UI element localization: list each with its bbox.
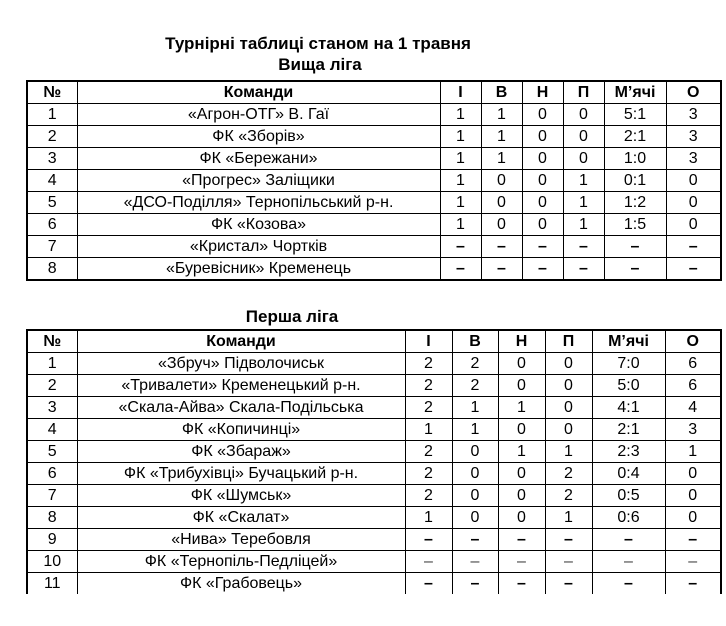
wins-cell: – [452,573,498,595]
points-cell: 0 [666,192,721,214]
wins-cell: 1 [481,104,522,126]
position-cell: 8 [27,258,77,281]
draws-cell: 1 [498,441,545,463]
wins-cell: 2 [452,375,498,397]
goals-cell: 0:1 [604,170,666,192]
column-header: В [481,81,522,104]
games-cell: – [405,573,452,595]
games-cell: 2 [405,397,452,419]
position-cell: 3 [27,148,77,170]
goals-cell: 1:5 [604,214,666,236]
wins-cell: 0 [481,192,522,214]
goals-cell: 0:4 [592,463,665,485]
table-row [27,353,721,375]
games-cell: 1 [440,192,481,214]
games-cell: 1 [440,214,481,236]
goals-cell: 2:1 [592,419,665,441]
table-row [27,214,721,236]
draws-cell: 1 [498,397,545,419]
team-cell: ФК «Бережани» [77,148,440,170]
points-cell: – [665,529,721,551]
wins-cell: 0 [452,441,498,463]
column-header: № [27,330,77,353]
position-cell: 9 [27,529,77,551]
league-section-persha [0,306,726,594]
column-header: П [563,81,604,104]
points-cell: 4 [665,397,721,419]
draws-cell: 0 [498,353,545,375]
table-row [27,441,721,463]
column-header: № [27,81,77,104]
column-header: І [440,81,481,104]
wins-cell: 0 [452,485,498,507]
games-cell: – [440,236,481,258]
losses-cell: 0 [545,419,592,441]
draws-cell: 0 [498,375,545,397]
table-row [27,463,721,485]
draws-cell: – [498,529,545,551]
goals-cell: – [592,573,665,595]
points-cell: 6 [665,353,721,375]
losses-cell: – [545,573,592,595]
position-cell: 1 [27,353,77,375]
column-header: Команди [77,81,440,104]
position-cell: 8 [27,507,77,529]
draws-cell: 0 [498,463,545,485]
draws-cell: 0 [522,126,563,148]
losses-cell: 1 [563,192,604,214]
wins-cell: 1 [481,148,522,170]
column-header: Н [498,330,545,353]
goals-cell: 0:6 [592,507,665,529]
draws-cell: 0 [522,104,563,126]
points-cell: – [665,551,721,573]
team-cell: ФК «Тернопіль-Педліцей» [77,551,405,573]
points-cell: 0 [666,170,721,192]
losses-cell: 2 [545,485,592,507]
draws-cell: – [522,258,563,281]
draws-cell: – [498,573,545,595]
goals-cell: – [604,258,666,281]
wins-cell: 0 [452,463,498,485]
games-cell: 1 [440,104,481,126]
games-cell: 2 [405,441,452,463]
goals-cell: 5:1 [604,104,666,126]
team-cell: «Прогрес» Заліщики [77,170,440,192]
losses-cell: 0 [563,126,604,148]
team-cell: ФК «Копичинці» [77,419,405,441]
table-row [27,104,721,126]
column-header: О [665,330,721,353]
position-cell: 3 [27,397,77,419]
goals-cell: 1:0 [604,148,666,170]
goals-cell: 2:1 [604,126,666,148]
table-row [27,236,721,258]
team-cell: ФК «Зборів» [77,126,440,148]
games-cell: 2 [405,353,452,375]
table-row [27,419,721,441]
table-row [27,551,721,573]
goals-cell: – [592,529,665,551]
losses-cell: – [545,551,592,573]
goals-cell: – [592,551,665,573]
games-cell: – [440,258,481,281]
position-cell: 5 [27,441,77,463]
column-header: І [405,330,452,353]
games-cell: 2 [405,463,452,485]
team-cell: «Нива» Теребовля [77,529,405,551]
points-cell: 3 [666,126,721,148]
losses-cell: 1 [563,214,604,236]
standings-table-vyshcha [26,80,722,281]
games-cell: 1 [440,170,481,192]
wins-cell: 1 [452,419,498,441]
games-cell: – [405,529,452,551]
goals-cell: 4:1 [592,397,665,419]
wins-cell: 1 [452,397,498,419]
table-row [27,375,721,397]
draws-cell: 0 [498,485,545,507]
draws-cell: – [522,236,563,258]
table-row [27,485,721,507]
games-cell: – [405,551,452,573]
losses-cell: 1 [545,507,592,529]
team-cell: «Скала-Айва» Скала-Подільська [77,397,405,419]
team-cell: ФК «Збараж» [77,441,405,463]
team-cell: «Тривалети» Кременецький р-н. [77,375,405,397]
team-cell: «Агрон-ОТГ» В. Гаї [77,104,440,126]
position-cell: 5 [27,192,77,214]
doc-title: Турнірні таблиці станом на 1 травня [165,34,471,53]
points-cell: 3 [665,419,721,441]
points-cell: 3 [666,148,721,170]
team-cell: «Збруч» Підволочиськ [77,353,405,375]
draws-cell: 0 [522,148,563,170]
column-header: М’ячі [592,330,665,353]
draws-cell: – [498,551,545,573]
losses-cell: 0 [563,104,604,126]
table-row [27,126,721,148]
column-header: П [545,330,592,353]
league-heading-persha: Перша ліга [245,307,339,326]
games-cell: 1 [405,419,452,441]
losses-cell: 0 [545,375,592,397]
draws-cell: 0 [522,214,563,236]
league-heading-vyshcha: Вища ліга [278,55,362,74]
column-header: М’ячі [604,81,666,104]
position-cell: 2 [27,375,77,397]
wins-cell: 0 [452,507,498,529]
goals-cell: – [604,236,666,258]
team-cell: ФК «Шумськ» [77,485,405,507]
points-cell: – [665,573,721,595]
team-cell: ФК «Скалат» [77,507,405,529]
position-cell: 7 [27,236,77,258]
team-cell: ФК «Козова» [77,214,440,236]
header-row [27,330,721,353]
wins-cell: 1 [481,126,522,148]
position-cell: 4 [27,170,77,192]
games-cell: 1 [440,126,481,148]
position-cell: 10 [27,551,77,573]
position-cell: 7 [27,485,77,507]
losses-cell: – [545,529,592,551]
losses-cell: 0 [545,397,592,419]
team-cell: ФК «Трибухівці» Бучацький р-н. [77,463,405,485]
points-cell: 0 [665,485,721,507]
goals-cell: 7:0 [592,353,665,375]
draws-cell: 0 [522,170,563,192]
position-cell: 11 [27,573,77,595]
losses-cell: 1 [563,170,604,192]
points-cell: – [666,236,721,258]
games-cell: 2 [405,485,452,507]
points-cell: 0 [665,463,721,485]
wins-cell: 2 [452,353,498,375]
goals-cell: 0:5 [592,485,665,507]
position-cell: 4 [27,419,77,441]
points-cell: 0 [666,214,721,236]
standings-table-persha [26,329,722,594]
points-cell: – [666,258,721,281]
team-cell: ФК «Грабовець» [77,573,405,595]
games-cell: 1 [405,507,452,529]
table-row [27,170,721,192]
losses-cell: – [563,236,604,258]
points-cell: 6 [665,375,721,397]
losses-cell: 1 [545,441,592,463]
goals-cell: 5:0 [592,375,665,397]
table-row [27,397,721,419]
column-header: Н [522,81,563,104]
games-cell: 2 [405,375,452,397]
wins-cell: – [452,551,498,573]
points-cell: 0 [665,507,721,529]
team-cell: «Буревісник» Кременець [77,258,440,281]
wins-cell: – [481,236,522,258]
position-cell: 6 [27,463,77,485]
team-cell: «ДСО-Поділля» Тернопільський р-н. [77,192,440,214]
points-cell: 1 [665,441,721,463]
column-header: О [666,81,721,104]
column-header: В [452,330,498,353]
table-row [27,507,721,529]
games-cell: 1 [440,148,481,170]
league-section-vyshcha [0,54,726,281]
position-cell: 2 [27,126,77,148]
losses-cell: – [563,258,604,281]
wins-cell: 0 [481,170,522,192]
draws-cell: 0 [498,507,545,529]
losses-cell: 0 [545,353,592,375]
table-row [27,148,721,170]
goals-cell: 1:2 [604,192,666,214]
draws-cell: 0 [522,192,563,214]
header-row [27,81,721,104]
points-cell: 3 [666,104,721,126]
wins-cell: 0 [481,214,522,236]
losses-cell: 0 [563,148,604,170]
position-cell: 1 [27,104,77,126]
table-row [27,573,721,595]
team-cell: «Кристал» Чортків [77,236,440,258]
table-row [27,192,721,214]
draws-cell: 0 [498,419,545,441]
wins-cell: – [481,258,522,281]
wins-cell: – [452,529,498,551]
losses-cell: 2 [545,463,592,485]
table-row [27,529,721,551]
goals-cell: 2:3 [592,441,665,463]
column-header: Команди [77,330,405,353]
table-row [27,258,721,281]
position-cell: 6 [27,214,77,236]
